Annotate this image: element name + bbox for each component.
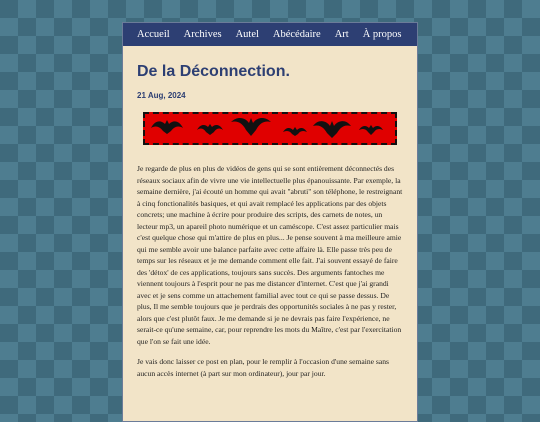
bat-icon (145, 114, 395, 143)
post-content (123, 63, 417, 379)
bat-banner (143, 112, 397, 145)
post-paragraph: Je vais donc laisser ce post en plan, pour le remplir à l'occasion d'une semaine sans aucun accès internet (à part sur mon ordinateur), jour par jour. (137, 357, 389, 378)
post-title: De la Déconnection. (137, 63, 290, 80)
post-date: 21 Aug, 2024 (137, 91, 186, 100)
nav-art[interactable]: Art (334, 29, 349, 40)
post-paragraph: Je regarde de plus en plus de vidéos de gens qui se sont entièrement déconnectés des réseaux sociaux afin de vivre une vie intellectuelle plus épanouissante. Par exemple, la semaine dernière, j'ai écouté un homme qui avait "abruti" son téléphone, le restreignant à cinq fonctionalités basiques, et qui avait remplacé les applications par des objets concrets; une machine à écrire pour produire des scripts, des carnets de notes, un lecteur mp3, un apareil photo numérique et un caméscope. C'est assez particulier mais c'est quelque chose qui m'attire de plus en plus... Je pense souvent à ma meilleure amie qui me semble avoir une balance parfaite avec cette affaire là. Elle passe très peu de temps sur les réseaux et je me demande comment elle fait. J'ai souvent essayé de faire des 'détox' de ces applications, toujours sans succès. Des arguments fantoches me viennent toujours à l'esprit pour ne pas me distancer d'internet. C'est que j'ai grandi avec et je sens comme un attachement familial avec tout ce qui se passe dessus. De plus, Il me semble toujours que je perdrais des opportunités sociales à ne pas y rester, alors que c'est plutôt faux. Je me demande si je ne devrais pas faire l'expérience, ne serait-ce qu'une semaine, car, pour reprendre les mots du Maître, c'est par l'exercitation que l'on se fait une idée. (137, 164, 403, 346)
nav-a-propos[interactable]: À propos (362, 29, 402, 40)
top-nav (123, 23, 417, 46)
post-body (137, 163, 403, 379)
nav-abecedaire[interactable]: Abécédaire (272, 29, 321, 40)
nav-autel[interactable]: Autel (235, 29, 259, 40)
page-card (122, 22, 418, 422)
nav-archives[interactable]: Archives (183, 29, 222, 40)
nav-accueil[interactable]: Accueil (137, 29, 170, 40)
